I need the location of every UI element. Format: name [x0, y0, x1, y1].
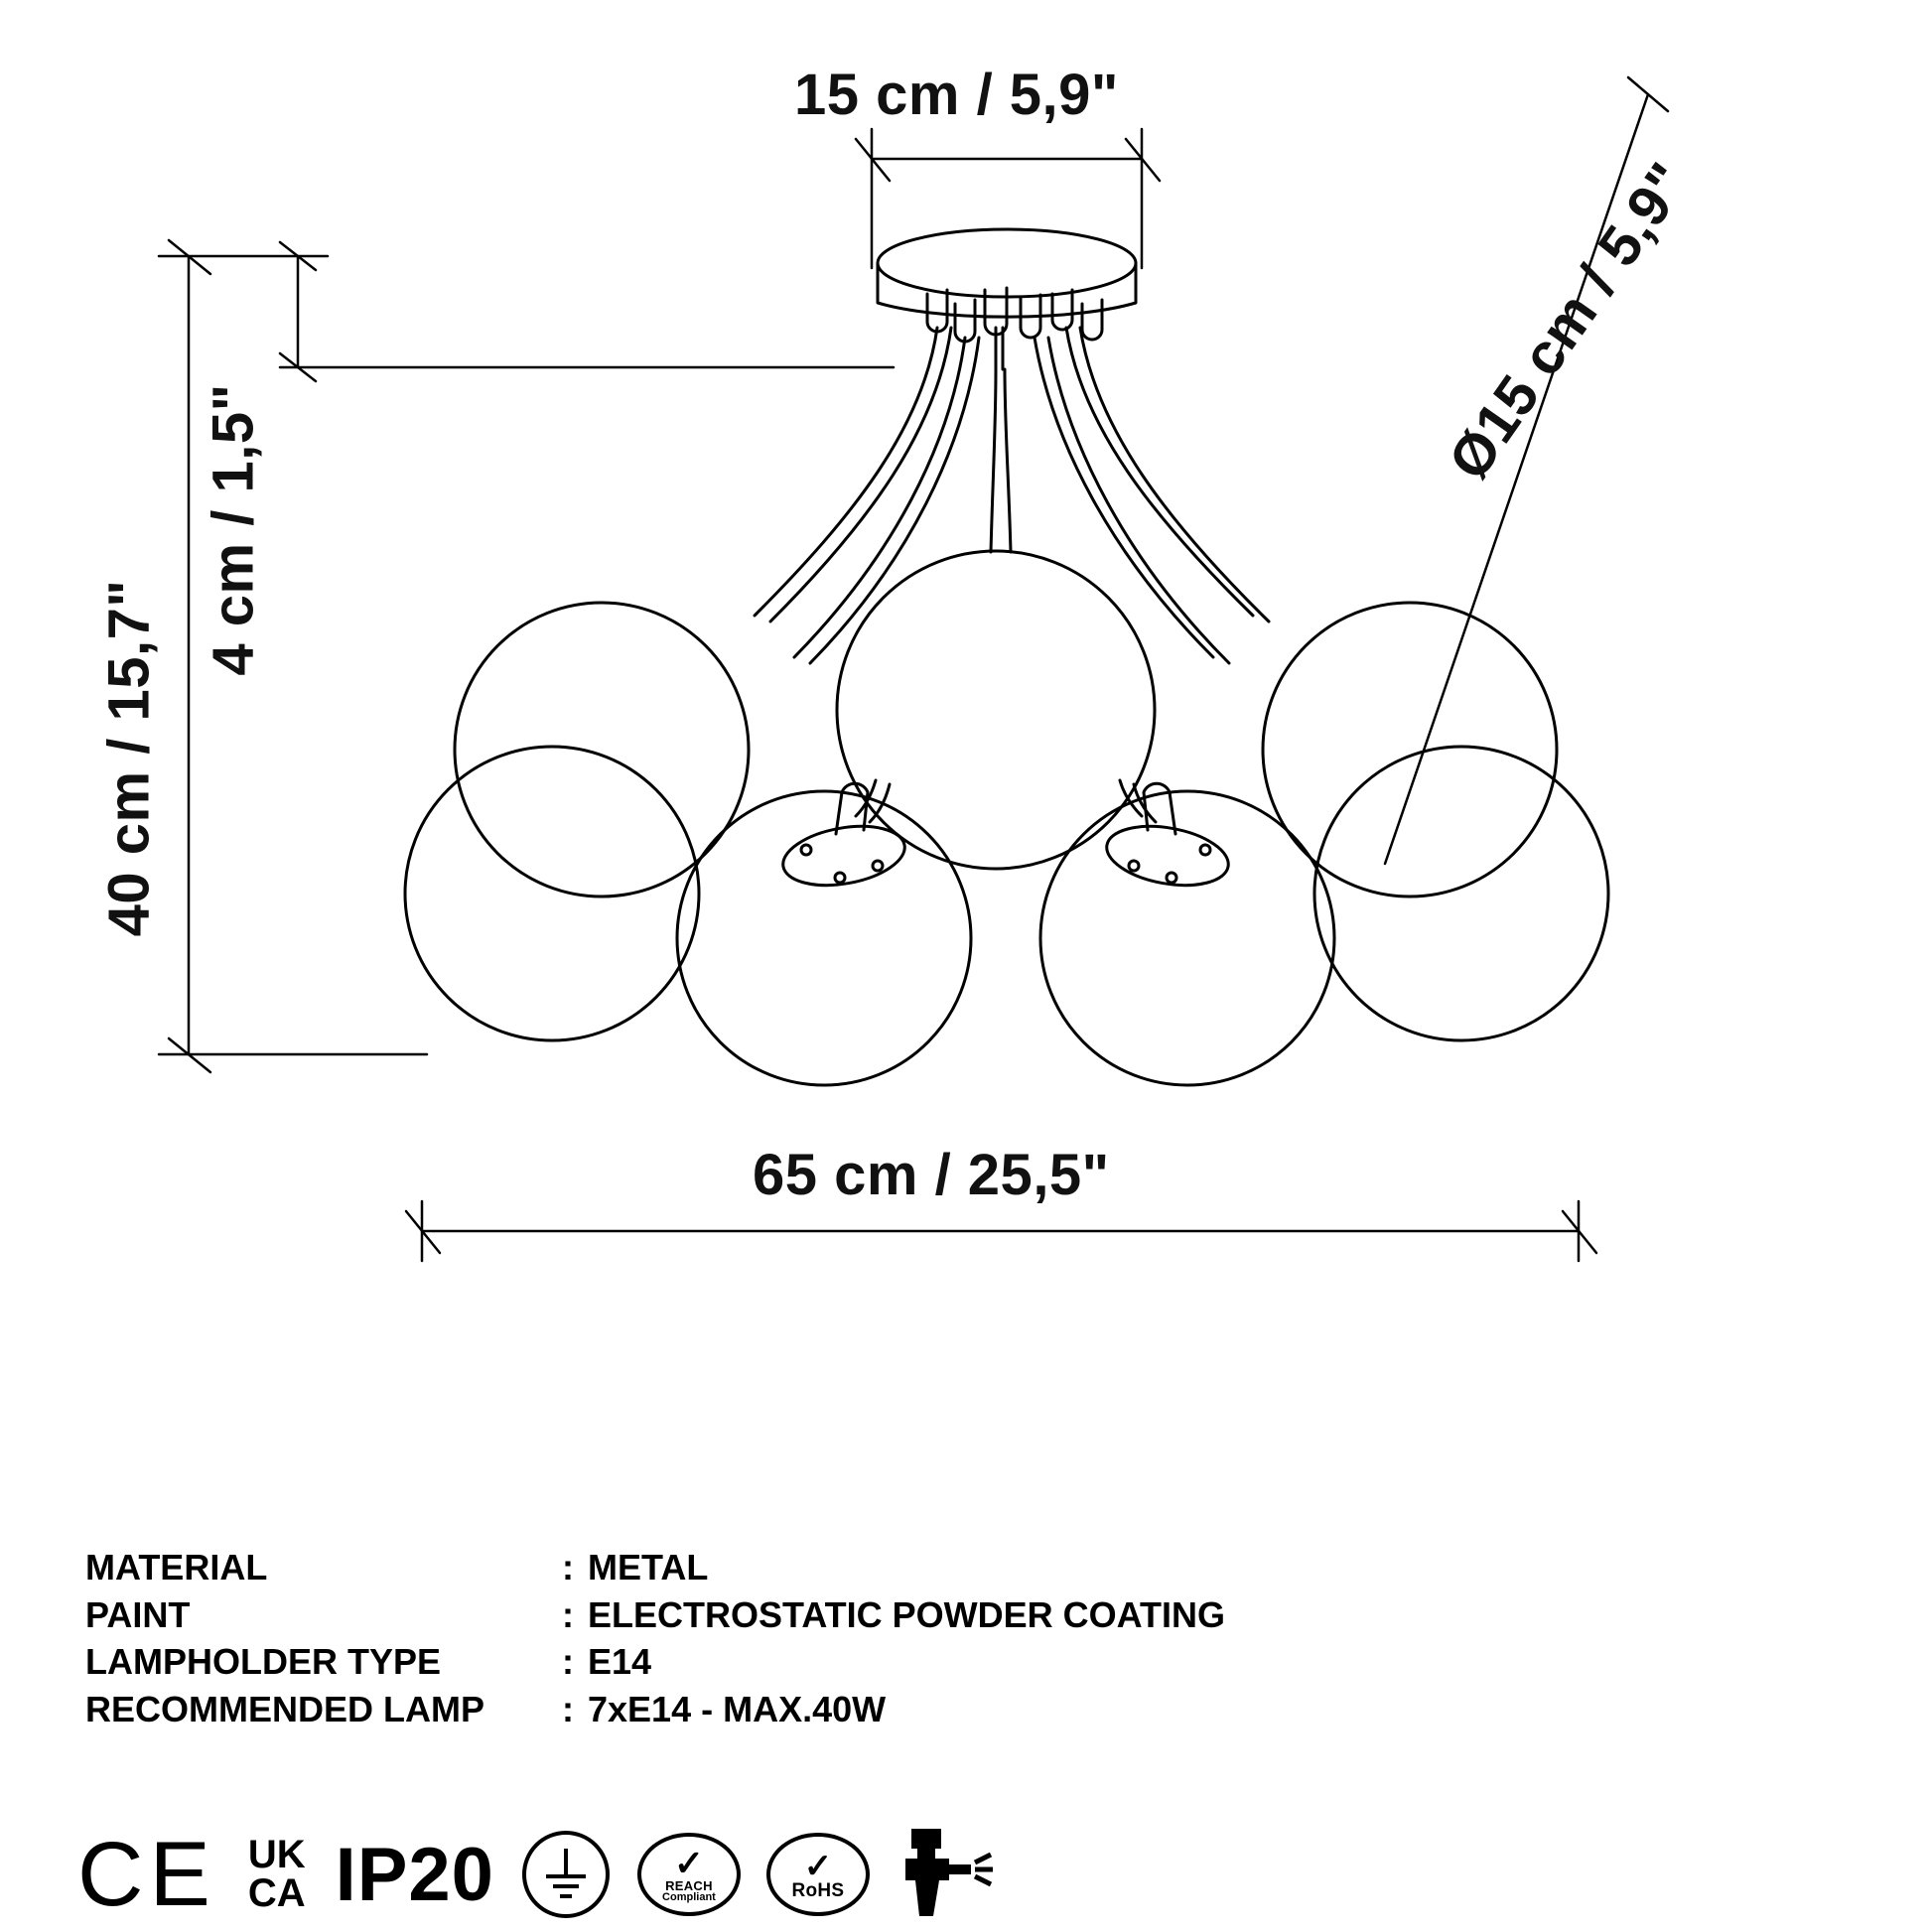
spec-separator: : — [562, 1641, 574, 1683]
reach-compliant-badge — [637, 1829, 741, 1920]
dim-top-15cm — [856, 129, 1160, 268]
ce-mark-icon — [77, 1824, 216, 1925]
spec-value: METAL — [588, 1547, 709, 1587]
ip-rating-text: IP20 — [335, 1832, 494, 1917]
spec-key: PAINT — [85, 1593, 191, 1635]
spec-separator: : — [562, 1593, 574, 1635]
arms — [755, 328, 1269, 822]
globe-upper-right — [1263, 603, 1557, 897]
rohs-badge — [766, 1829, 870, 1920]
ce-mark-label: CE — [77, 1824, 216, 1925]
reach-sublabel: Compliant — [662, 1891, 716, 1903]
ukca-line2: CA — [247, 1871, 306, 1915]
spec-value: E14 — [588, 1641, 652, 1683]
dim-label-overall-height: 40 cm / 15,7" — [96, 579, 162, 937]
spec-row-recommended-lamp — [85, 1686, 1225, 1733]
dim-label-canopy-diameter: Ø15 cm / 5,9" — [1436, 151, 1702, 491]
globes — [405, 551, 1608, 1085]
spec-value: ELECTROSTATIC POWDER COATING — [588, 1593, 1225, 1635]
dim-label-overall-width: 65 cm / 25,5" — [753, 1143, 1110, 1207]
dim-label-canopy-height: 4 cm / 1,5" — [201, 383, 266, 676]
socket-caps — [778, 783, 1233, 894]
rohs-label: RoHS — [791, 1879, 845, 1901]
globe-center — [837, 551, 1155, 869]
reach-label: REACH — [665, 1878, 713, 1893]
earth-ground-icon — [520, 1829, 612, 1920]
dim-bottom-65cm — [406, 1201, 1596, 1261]
spray-gun-icon — [896, 1829, 999, 1920]
ukca-mark-icon — [242, 1829, 306, 1920]
spec-separator: : — [562, 1547, 574, 1587]
lamp-holders — [927, 288, 1102, 369]
ukca-line1: UK — [247, 1832, 306, 1876]
spec-value: 7xE14 - MAX.40W — [588, 1688, 887, 1729]
dim-left-4cm — [280, 242, 894, 381]
spec-row-material — [85, 1544, 1225, 1591]
spec-key: RECOMMENDED LAMP — [85, 1688, 484, 1729]
globe-front-left — [677, 791, 971, 1085]
certification-row — [77, 1825, 999, 1924]
ip-rating-label — [332, 1829, 494, 1920]
globe-right-lower — [1314, 747, 1608, 1040]
dim-label-top-width: 15 cm / 5,9" — [794, 63, 1119, 127]
spec-separator: : — [562, 1688, 574, 1729]
spec-row-paint — [85, 1591, 1225, 1639]
rohs-tick-icon: ✓ — [803, 1847, 833, 1885]
spec-key: MATERIAL — [85, 1547, 268, 1587]
spec-key: LAMPHOLDER TYPE — [85, 1641, 442, 1683]
specification-table — [85, 1544, 1225, 1732]
globe-left-lower — [405, 747, 699, 1040]
reach-tick-icon: ✓ — [673, 1843, 705, 1883]
dim-left-40cm — [159, 240, 427, 1072]
spec-row-lampholder-type — [85, 1638, 1225, 1686]
